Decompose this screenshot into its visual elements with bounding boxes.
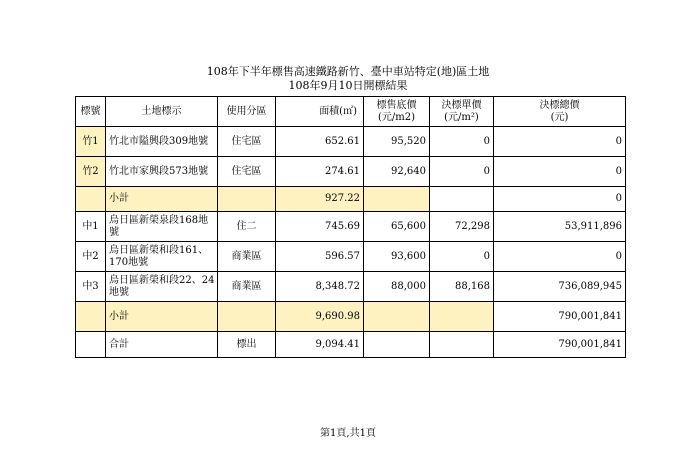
cell-land: 合計	[106, 332, 218, 358]
cell-area: 9,094.41	[276, 332, 364, 358]
header-base-price	[364, 97, 430, 127]
page-number: 第1頁,共1頁	[320, 428, 376, 439]
document-title: 108年下半年標售高速鐵路新竹、臺中車站特定(地)區土地	[206, 65, 490, 78]
cell-unit-price	[430, 302, 494, 332]
cell-zone: 住宅區	[218, 157, 276, 187]
cell-area: 927.22	[276, 187, 364, 212]
header-base-price-line1: 標售底價	[376, 99, 417, 111]
cell-total-price: 0	[494, 242, 626, 272]
table-row	[76, 242, 626, 272]
cell-area: 652.61	[276, 127, 364, 157]
cell-unit-price: 0	[430, 242, 494, 272]
cell-area: 274.61	[276, 157, 364, 187]
cell-no: 中3	[76, 272, 106, 302]
document-subtitle: 108年9月10日開標結果	[288, 79, 408, 92]
cell-no	[76, 332, 106, 358]
subtotal-row	[76, 187, 626, 212]
cell-no: 竹2	[76, 157, 106, 187]
cell-land: 竹北市家興段573地號	[106, 157, 218, 187]
cell-land: 烏日區新榮和段22、24地號	[106, 272, 218, 302]
cell-unit-price	[430, 187, 494, 212]
header-unit-price	[430, 97, 494, 127]
cell-unit-price: 0	[430, 157, 494, 187]
cell-zone: 住二	[218, 212, 276, 242]
header-area-label: 面積(㎡)	[319, 105, 357, 117]
cell-zone: 標出	[218, 332, 276, 358]
cell-total-price: 0	[494, 127, 626, 157]
cell-total-price: 0	[494, 187, 626, 212]
cell-base-price: 95,520	[364, 127, 430, 157]
cell-total-price: 736,089,945	[494, 272, 626, 302]
cell-land: 烏日區新榮泉段168地號	[106, 212, 218, 242]
header-base-price-line2: (元/m2)	[377, 111, 416, 123]
cell-zone	[218, 302, 276, 332]
cell-land: 烏日區新榮和段161、170地號	[106, 242, 218, 272]
cell-no: 竹1	[76, 127, 106, 157]
header-unit-price-line2: (元/m²)	[444, 111, 479, 123]
cell-unit-price	[430, 332, 494, 358]
cell-unit-price: 72,298	[430, 212, 494, 242]
table-row	[76, 127, 626, 157]
cell-total-price: 53,911,896	[494, 212, 626, 242]
cell-total-price: 0	[494, 157, 626, 187]
cell-total-price: 790,001,841	[494, 302, 626, 332]
header-zone: 使用分區	[218, 97, 276, 127]
cell-no: 中1	[76, 212, 106, 242]
header-no: 標號	[76, 97, 106, 127]
cell-no	[76, 302, 106, 332]
table-row	[76, 212, 626, 242]
header-row	[76, 97, 626, 127]
cell-zone: 商業區	[218, 242, 276, 272]
cell-base-price: 93,600	[364, 242, 430, 272]
cell-zone: 住宅區	[218, 127, 276, 157]
header-unit-price-line1: 決標單價	[441, 99, 482, 111]
cell-area: 745.69	[276, 212, 364, 242]
cell-no	[76, 187, 106, 212]
cell-base-price	[364, 187, 430, 212]
total-row	[76, 332, 626, 358]
subtotal-row	[76, 302, 626, 332]
cell-land: 小計	[106, 302, 218, 332]
table-row	[76, 272, 626, 302]
cell-unit-price: 88,168	[430, 272, 494, 302]
cell-total-price: 790,001,841	[494, 332, 626, 358]
header-area	[276, 97, 364, 127]
cell-no: 中2	[76, 242, 106, 272]
cell-base-price	[364, 332, 430, 358]
cell-land: 竹北市隘興段309地號	[106, 127, 218, 157]
cell-base-price: 92,640	[364, 157, 430, 187]
cell-base-price	[364, 302, 430, 332]
results-table	[75, 96, 626, 358]
cell-zone	[218, 187, 276, 212]
cell-area: 8,348.72	[276, 272, 364, 302]
cell-land: 小計	[106, 187, 218, 212]
cell-zone: 商業區	[218, 272, 276, 302]
cell-base-price: 65,600	[364, 212, 430, 242]
cell-area: 596.57	[276, 242, 364, 272]
header-total-price-line2: (元)	[550, 111, 569, 123]
cell-base-price: 88,000	[364, 272, 430, 302]
cell-area: 9,690.98	[276, 302, 364, 332]
header-land: 土地標示	[106, 97, 218, 127]
table-row	[76, 157, 626, 187]
header-total-price-line1: 決標總價	[539, 99, 580, 111]
cell-unit-price: 0	[430, 127, 494, 157]
header-total-price	[494, 97, 626, 127]
